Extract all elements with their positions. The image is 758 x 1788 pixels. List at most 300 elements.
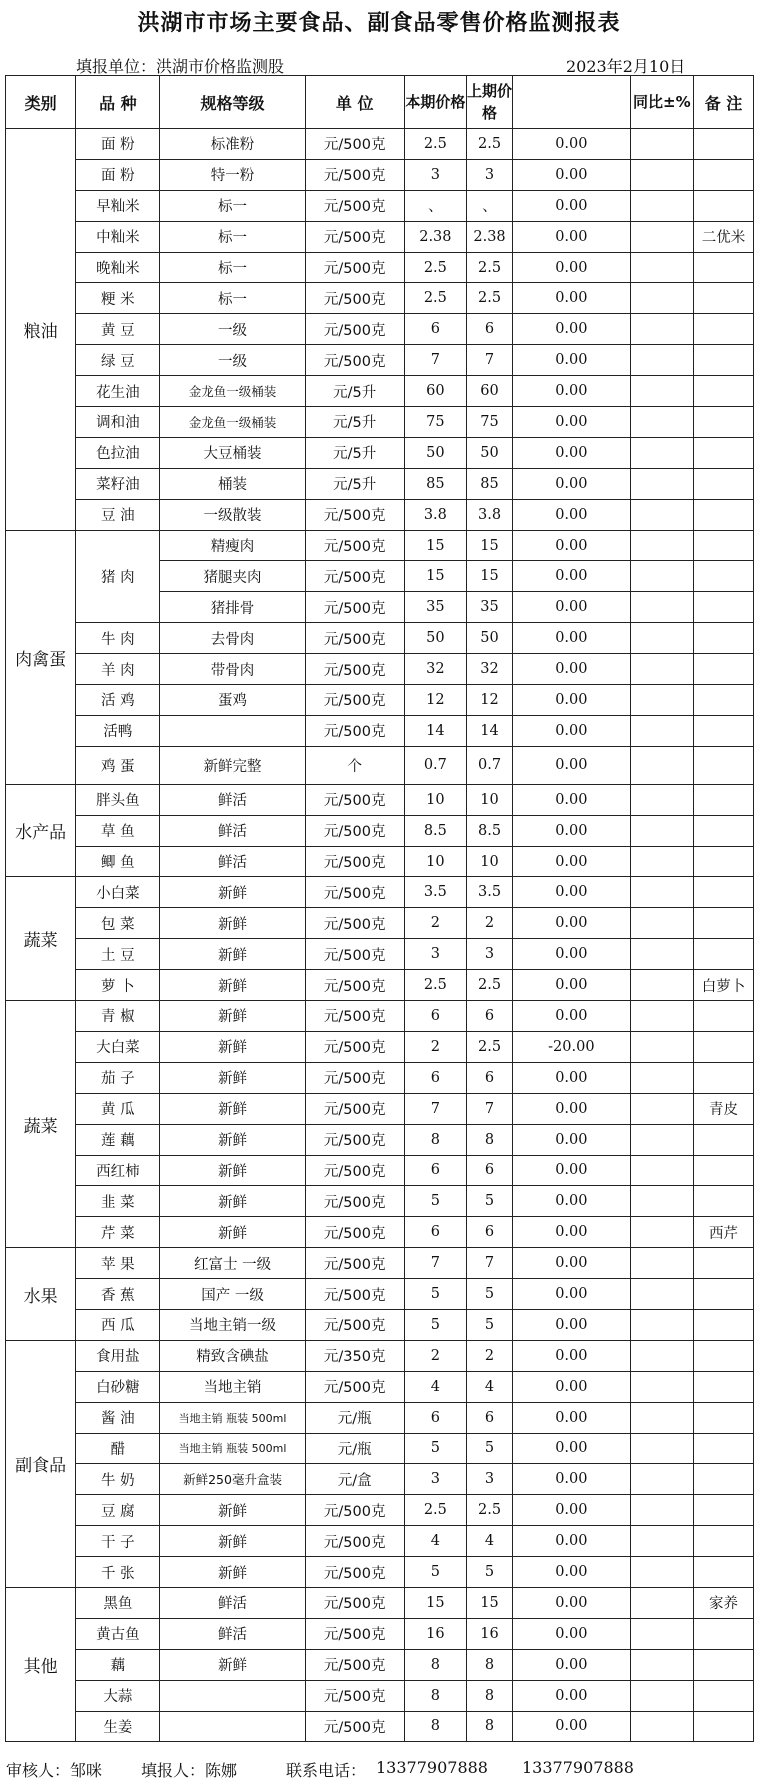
- grade-cell: 新鲜: [160, 970, 305, 1001]
- previous-price-cell: 35: [466, 592, 512, 623]
- note-cell: [694, 499, 754, 530]
- change-cell: 0.00: [513, 314, 631, 345]
- change-cell: 0.00: [513, 1402, 631, 1433]
- variety-cell: 土 豆: [76, 939, 160, 970]
- note-cell: [694, 1557, 754, 1588]
- variety-cell: 豆 腐: [76, 1495, 160, 1526]
- unit-cell: 元/500克: [305, 1124, 404, 1155]
- yoy-cell: [630, 592, 693, 623]
- table-row: [6, 877, 754, 908]
- variety-cell: 牛 奶: [76, 1464, 160, 1495]
- table-row: [6, 1464, 754, 1495]
- yoy-cell: [630, 1557, 693, 1588]
- change-cell: 0.00: [513, 561, 631, 592]
- grade-cell: 新鲜: [160, 1155, 305, 1186]
- current-price-cell: 5: [404, 1557, 466, 1588]
- change-cell: 0.00: [513, 1557, 631, 1588]
- filler: 填报人：陈娜: [141, 1761, 238, 1780]
- table-row: [6, 1557, 754, 1588]
- variety-cell: 西 瓜: [76, 1309, 160, 1340]
- previous-price-cell: 3: [466, 1464, 512, 1495]
- note-cell: [694, 190, 754, 221]
- variety-cell: 大白菜: [76, 1031, 160, 1062]
- previous-price-cell: 32: [466, 654, 512, 685]
- yoy-cell: [630, 190, 693, 221]
- yoy-cell: [630, 314, 693, 345]
- variety-cell: 香 蕉: [76, 1279, 160, 1310]
- previous-price-cell: 15: [466, 561, 512, 592]
- note-cell: 白萝卜: [694, 970, 754, 1001]
- unit-cell: 元/瓶: [305, 1402, 404, 1433]
- yoy-cell: [630, 1495, 693, 1526]
- note-cell: [694, 1371, 754, 1402]
- current-price-cell: 8: [404, 1711, 466, 1742]
- unit-cell: 元/500克: [305, 1711, 404, 1742]
- unit-cell: 元/500克: [305, 1248, 404, 1279]
- variety-cell: 生姜: [76, 1711, 160, 1742]
- yoy-cell: [630, 376, 693, 407]
- yoy-cell: [630, 1618, 693, 1649]
- unit-cell: 元/500克: [305, 1618, 404, 1649]
- change-cell: 0.00: [513, 1155, 631, 1186]
- previous-price-cell: 2: [466, 908, 512, 939]
- grade-cell: 鲜活: [160, 846, 305, 877]
- table-row: [6, 970, 754, 1001]
- variety-cell: 菜籽油: [76, 468, 160, 499]
- unit-cell: 元/500克: [305, 1649, 404, 1680]
- phone-number-2: 13377907888: [522, 1758, 634, 1777]
- current-price-cell: 15: [404, 1587, 466, 1618]
- table-row: [6, 1340, 754, 1371]
- change-cell: 0.00: [513, 1062, 631, 1093]
- change-cell: 0.00: [513, 1217, 631, 1248]
- variety-cell: 草 鱼: [76, 815, 160, 846]
- previous-price-cell: 6: [466, 1062, 512, 1093]
- change-cell: 0.00: [513, 252, 631, 283]
- note-cell: [694, 685, 754, 716]
- previous-price-cell: 3.8: [466, 499, 512, 530]
- table-row: [6, 221, 754, 252]
- current-price-cell: 5: [404, 1186, 466, 1217]
- grade-cell: 当地主销一级: [160, 1309, 305, 1340]
- yoy-cell: [630, 499, 693, 530]
- change-cell: 0.00: [513, 221, 631, 252]
- variety-cell: 粳 米: [76, 283, 160, 314]
- current-price-cell: 2.5: [404, 283, 466, 314]
- header-current-price: 本期价格: [404, 76, 466, 129]
- change-cell: 0.00: [513, 530, 631, 561]
- unit-cell: 元/500克: [305, 1526, 404, 1557]
- unit-cell: 元/500克: [305, 908, 404, 939]
- note-cell: [694, 1124, 754, 1155]
- change-cell: 0.00: [513, 345, 631, 376]
- grade-cell: 特一粉: [160, 159, 305, 190]
- grade-cell: 国产 一级: [160, 1279, 305, 1310]
- note-cell: [694, 1711, 754, 1742]
- note-cell: [694, 252, 754, 283]
- grade-cell: 新鲜: [160, 1217, 305, 1248]
- variety-cell: 醋: [76, 1433, 160, 1464]
- change-cell: -20.00: [513, 1031, 631, 1062]
- change-cell: 0.00: [513, 815, 631, 846]
- unit-cell: 个: [305, 746, 404, 784]
- yoy-cell: [630, 1587, 693, 1618]
- current-price-cell: 7: [404, 345, 466, 376]
- grade-cell: 鲜活: [160, 815, 305, 846]
- current-price-cell: 16: [404, 1618, 466, 1649]
- header-row: [6, 76, 754, 129]
- change-cell: 0.00: [513, 715, 631, 746]
- previous-price-cell: 8.5: [466, 815, 512, 846]
- unit-cell: 元/500克: [305, 190, 404, 221]
- variety-cell: 羊 肉: [76, 654, 160, 685]
- category-cell: 肉禽蛋: [6, 530, 76, 784]
- current-price-cell: 6: [404, 1155, 466, 1186]
- grade-cell: 新鲜: [160, 1124, 305, 1155]
- grade-cell: [160, 1711, 305, 1742]
- variety-cell: 面 粉: [76, 159, 160, 190]
- variety-cell: 调和油: [76, 407, 160, 438]
- current-price-cell: 2.5: [404, 970, 466, 1001]
- grade-cell: 新鲜: [160, 877, 305, 908]
- previous-price-cell: 3: [466, 939, 512, 970]
- current-price-cell: 14: [404, 715, 466, 746]
- variety-cell: 芹 菜: [76, 1217, 160, 1248]
- note-cell: [694, 1526, 754, 1557]
- previous-price-cell: 14: [466, 715, 512, 746]
- yoy-cell: [630, 877, 693, 908]
- yoy-cell: [630, 129, 693, 160]
- grade-cell: 一级: [160, 345, 305, 376]
- current-price-cell: 8: [404, 1680, 466, 1711]
- change-cell: 0.00: [513, 499, 631, 530]
- note-cell: [694, 1186, 754, 1217]
- table-row: [6, 1649, 754, 1680]
- header-category: 类别: [6, 76, 76, 129]
- current-price-cell: 2.5: [404, 129, 466, 160]
- previous-price-cell: 2.5: [466, 129, 512, 160]
- unit-cell: 元/500克: [305, 530, 404, 561]
- change-cell: 0.00: [513, 1464, 631, 1495]
- variety-cell: 黄 豆: [76, 314, 160, 345]
- unit-cell: 元/500克: [305, 846, 404, 877]
- change-cell: 0.00: [513, 283, 631, 314]
- current-price-cell: 32: [404, 654, 466, 685]
- variety-cell: 西红柿: [76, 1155, 160, 1186]
- current-price-cell: 75: [404, 407, 466, 438]
- current-price-cell: 4: [404, 1371, 466, 1402]
- yoy-cell: [630, 715, 693, 746]
- variety-cell: 小白菜: [76, 877, 160, 908]
- category-cell: 蔬菜: [6, 1001, 76, 1248]
- variety-cell: 活 鸡: [76, 685, 160, 716]
- variety-cell: 色拉油: [76, 437, 160, 468]
- yoy-cell: [630, 1155, 693, 1186]
- grade-cell: 新鲜: [160, 1031, 305, 1062]
- category-cell: 水果: [6, 1248, 76, 1341]
- current-price-cell: 60: [404, 376, 466, 407]
- note-cell: [694, 345, 754, 376]
- note-cell: [694, 468, 754, 499]
- table-body: [6, 129, 754, 1742]
- previous-price-cell: 6: [466, 314, 512, 345]
- reviewer: 审核人：邹咪: [6, 1761, 103, 1780]
- variety-cell: 干 子: [76, 1526, 160, 1557]
- header-change: [513, 76, 631, 129]
- variety-cell: 黄 瓜: [76, 1093, 160, 1124]
- table-row: [6, 345, 754, 376]
- header-note: 备 注: [694, 76, 754, 129]
- yoy-cell: [630, 1649, 693, 1680]
- yoy-cell: [630, 345, 693, 376]
- change-cell: 0.00: [513, 1001, 631, 1032]
- yoy-cell: [630, 1124, 693, 1155]
- note-cell: [694, 1402, 754, 1433]
- yoy-cell: [630, 159, 693, 190]
- note-cell: [694, 314, 754, 345]
- change-cell: 0.00: [513, 1279, 631, 1310]
- current-price-cell: 8: [404, 1649, 466, 1680]
- table-row: [6, 939, 754, 970]
- unit-cell: 元/500克: [305, 1001, 404, 1032]
- grade-cell: 当地主销 瓶装 500ml: [160, 1433, 305, 1464]
- note-cell: 青皮: [694, 1093, 754, 1124]
- table-row: [6, 815, 754, 846]
- table-row: [6, 715, 754, 746]
- header-grade: 规格等级: [160, 76, 305, 129]
- table-row: [6, 784, 754, 815]
- note-cell: [694, 592, 754, 623]
- variety-cell: 牛 肉: [76, 623, 160, 654]
- change-cell: 0.00: [513, 746, 631, 784]
- table-row: [6, 468, 754, 499]
- change-cell: 0.00: [513, 1711, 631, 1742]
- category-cell: 水产品: [6, 784, 76, 877]
- table-row: [6, 685, 754, 716]
- previous-price-cell: 2.5: [466, 252, 512, 283]
- price-table: [5, 75, 754, 1742]
- unit-cell: 元/500克: [305, 1557, 404, 1588]
- previous-price-cell: 8: [466, 1649, 512, 1680]
- grade-cell: 桶装: [160, 468, 305, 499]
- note-cell: [694, 623, 754, 654]
- grade-cell: 鲜活: [160, 1618, 305, 1649]
- current-price-cell: 7: [404, 1093, 466, 1124]
- unit-cell: 元/500克: [305, 1093, 404, 1124]
- yoy-cell: [630, 468, 693, 499]
- table-row: [6, 1495, 754, 1526]
- change-cell: 0.00: [513, 685, 631, 716]
- unit-cell: 元/500克: [305, 815, 404, 846]
- previous-price-cell: 5: [466, 1557, 512, 1588]
- current-price-cell: 3: [404, 159, 466, 190]
- table-row: [6, 1371, 754, 1402]
- note-cell: [694, 1680, 754, 1711]
- table-row: [6, 1587, 754, 1618]
- grade-cell: 新鲜: [160, 939, 305, 970]
- grade-cell: 精瘦肉: [160, 530, 305, 561]
- grade-cell: 新鲜: [160, 908, 305, 939]
- current-price-cell: 、: [404, 190, 466, 221]
- change-cell: 0.00: [513, 1587, 631, 1618]
- variety-cell: 胖头鱼: [76, 784, 160, 815]
- grade-cell: 鲜活: [160, 1587, 305, 1618]
- table-row: [6, 129, 754, 160]
- unit-cell: 元/500克: [305, 283, 404, 314]
- table-row: [6, 1279, 754, 1310]
- variety-cell: 苹 果: [76, 1248, 160, 1279]
- note-cell: [694, 1031, 754, 1062]
- table-row: [6, 623, 754, 654]
- unit-cell: 元/500克: [305, 1062, 404, 1093]
- yoy-cell: [630, 221, 693, 252]
- note-cell: 西芹: [694, 1217, 754, 1248]
- unit-cell: 元/500克: [305, 784, 404, 815]
- note-cell: [694, 1340, 754, 1371]
- previous-price-cell: 8: [466, 1124, 512, 1155]
- yoy-cell: [630, 561, 693, 592]
- table-row: [6, 1124, 754, 1155]
- current-price-cell: 2.5: [404, 252, 466, 283]
- previous-price-cell: 50: [466, 437, 512, 468]
- table-row: [6, 908, 754, 939]
- change-cell: 0.00: [513, 1186, 631, 1217]
- grade-cell: 新鲜: [160, 1495, 305, 1526]
- previous-price-cell: 50: [466, 623, 512, 654]
- grade-cell: 新鲜: [160, 1186, 305, 1217]
- table-row: [6, 1155, 754, 1186]
- previous-price-cell: 16: [466, 1618, 512, 1649]
- previous-price-cell: 8: [466, 1711, 512, 1742]
- note-cell: [694, 746, 754, 784]
- grade-cell: 新鲜: [160, 1557, 305, 1588]
- yoy-cell: [630, 1340, 693, 1371]
- current-price-cell: 3.8: [404, 499, 466, 530]
- yoy-cell: [630, 1433, 693, 1464]
- unit-cell: 元/盒: [305, 1464, 404, 1495]
- current-price-cell: 2: [404, 1340, 466, 1371]
- previous-price-cell: 6: [466, 1001, 512, 1032]
- unit-cell: 元/500克: [305, 654, 404, 685]
- grade-cell: 当地主销: [160, 1371, 305, 1402]
- current-price-cell: 50: [404, 437, 466, 468]
- variety-cell: 黄古鱼: [76, 1618, 160, 1649]
- note-cell: [694, 908, 754, 939]
- table-row: [6, 283, 754, 314]
- note-cell: [694, 715, 754, 746]
- current-price-cell: 12: [404, 685, 466, 716]
- note-cell: [694, 877, 754, 908]
- previous-price-cell: 15: [466, 530, 512, 561]
- note-cell: [694, 437, 754, 468]
- unit-cell: 元/500克: [305, 499, 404, 530]
- change-cell: 0.00: [513, 908, 631, 939]
- yoy-cell: [630, 1217, 693, 1248]
- grade-cell: 去骨肉: [160, 623, 305, 654]
- change-cell: 0.00: [513, 468, 631, 499]
- grade-cell: 标一: [160, 190, 305, 221]
- unit-cell: 元/500克: [305, 1309, 404, 1340]
- yoy-cell: [630, 908, 693, 939]
- previous-price-cell: 6: [466, 1217, 512, 1248]
- table-row: [6, 437, 754, 468]
- table-row: [6, 530, 754, 561]
- previous-price-cell: 5: [466, 1309, 512, 1340]
- previous-price-cell: 2.5: [466, 970, 512, 1001]
- grade-cell: 带骨肉: [160, 654, 305, 685]
- note-cell: [694, 561, 754, 592]
- current-price-cell: 6: [404, 1402, 466, 1433]
- table-row: [6, 1309, 754, 1340]
- variety-cell: 莲 藕: [76, 1124, 160, 1155]
- yoy-cell: [630, 252, 693, 283]
- report-title: 洪湖市市场主要食品、副食品零售价格监测报表: [137, 11, 621, 36]
- unit-cell: 元/500克: [305, 314, 404, 345]
- table-row: [6, 746, 754, 784]
- previous-price-cell: 8: [466, 1680, 512, 1711]
- current-price-cell: 8: [404, 1124, 466, 1155]
- change-cell: 0.00: [513, 376, 631, 407]
- unit-cell: 元/瓶: [305, 1433, 404, 1464]
- grade-cell: 新鲜: [160, 1093, 305, 1124]
- variety-cell: 千 张: [76, 1557, 160, 1588]
- yoy-cell: [630, 654, 693, 685]
- unit-cell: 元/500克: [305, 129, 404, 160]
- grade-cell: 标一: [160, 252, 305, 283]
- note-cell: [694, 654, 754, 685]
- current-price-cell: 0.7: [404, 746, 466, 784]
- yoy-cell: [630, 283, 693, 314]
- table-row: [6, 1186, 754, 1217]
- note-cell: [694, 1155, 754, 1186]
- yoy-cell: [630, 815, 693, 846]
- change-cell: 0.00: [513, 784, 631, 815]
- previous-price-cell: 5: [466, 1433, 512, 1464]
- unit-cell: 元/5升: [305, 407, 404, 438]
- current-price-cell: 6: [404, 1001, 466, 1032]
- change-cell: 0.00: [513, 1093, 631, 1124]
- grade-cell: 一级: [160, 314, 305, 345]
- previous-price-cell: 2.5: [466, 283, 512, 314]
- previous-price-cell: 5: [466, 1186, 512, 1217]
- table-row: [6, 1433, 754, 1464]
- change-cell: 0.00: [513, 970, 631, 1001]
- unit-cell: 元/500克: [305, 623, 404, 654]
- header-unit: 单 位: [305, 76, 404, 129]
- note-cell: [694, 407, 754, 438]
- grade-cell: 新鲜: [160, 1062, 305, 1093]
- yoy-cell: [630, 623, 693, 654]
- note-cell: 家养: [694, 1587, 754, 1618]
- previous-price-cell: 75: [466, 407, 512, 438]
- change-cell: 0.00: [513, 190, 631, 221]
- table-row: [6, 1093, 754, 1124]
- previous-price-cell: 5: [466, 1279, 512, 1310]
- yoy-cell: [630, 746, 693, 784]
- category-cell: 副食品: [6, 1340, 76, 1587]
- unit-cell: 元/500克: [305, 1031, 404, 1062]
- table-row: [6, 654, 754, 685]
- note-cell: [694, 1495, 754, 1526]
- report-unit: 填报单位：洪湖市价格监测股: [76, 57, 285, 76]
- previous-price-cell: 2.38: [466, 221, 512, 252]
- grade-cell: 精致含碘盐: [160, 1340, 305, 1371]
- table-row: [6, 1217, 754, 1248]
- header-yoy: 同比±%: [630, 76, 693, 129]
- note-cell: [694, 846, 754, 877]
- unit-cell: 元/500克: [305, 159, 404, 190]
- note-cell: [694, 1279, 754, 1310]
